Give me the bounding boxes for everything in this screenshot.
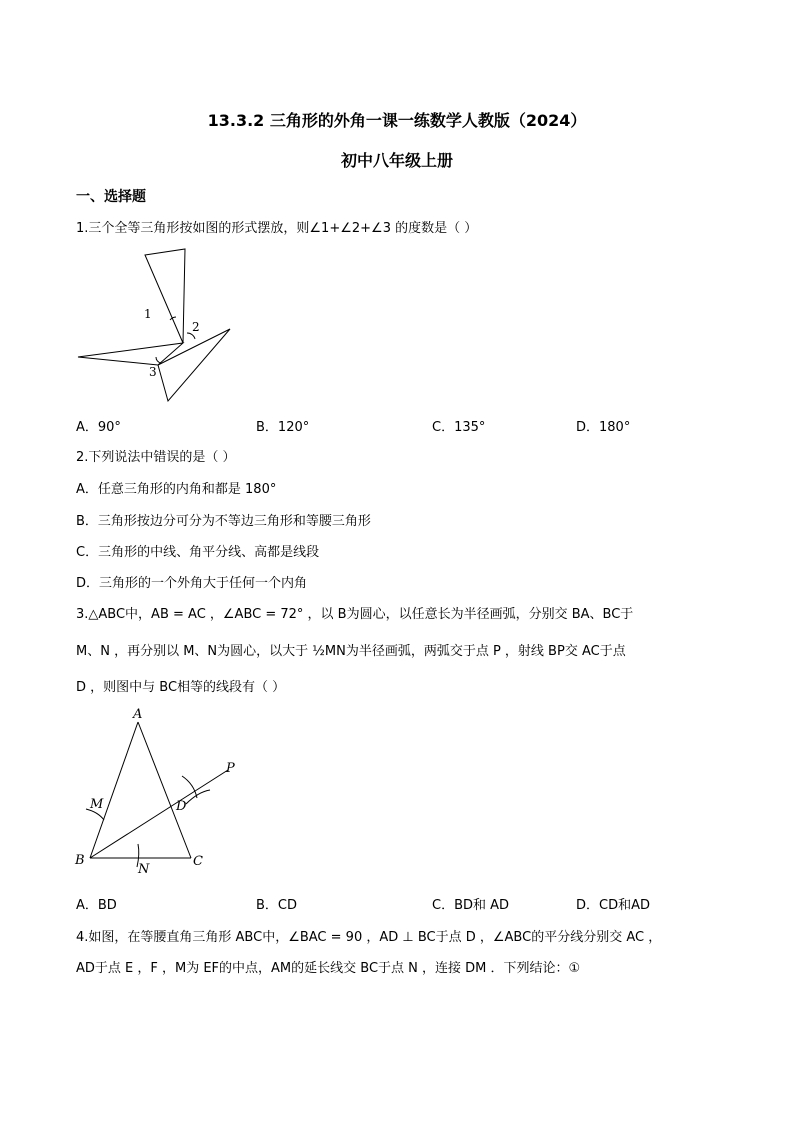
q2-option-b: B．三角形按边分可分为不等边三角形和等腰三角形 (76, 514, 371, 529)
q3-stem-line2: M、N ，再分别以 M、N为圆心，以大于 ½MN为半径画弧，两弧交于点 P ，射线 BP交 AC于点 (76, 644, 626, 659)
page-subtitle: 初中八年级上册 (340, 151, 453, 170)
q3-ray-bp (90, 770, 228, 858)
q2-option-c: C．三角形的中线、角平分线、高都是线段 (76, 545, 320, 560)
q1-option-d: D．180° (576, 420, 631, 435)
q1-triangle-top (145, 249, 185, 343)
q1-option-b: B．120° (256, 420, 310, 435)
q4-stem-line1: 4.如图，在等腰直角三角形 ABC中，∠BAC = 90 ，AD ⊥ BC于点 D ，∠ABC的平分线分别交 AC ， (76, 930, 662, 945)
q3-option-d: D．CD和AD (576, 898, 651, 913)
q3-option-b: B．CD (256, 898, 298, 913)
q3-segment-ac (138, 722, 191, 858)
q3-option-a: A．BD (76, 898, 117, 913)
q3-label-p: P (226, 761, 235, 776)
q1-option-a: A．90° (76, 420, 121, 435)
section-heading: 一、选择题 (76, 189, 146, 205)
q1-angle3-arc (156, 357, 161, 363)
q1-triangle-left (78, 343, 183, 365)
q1-figure (70, 245, 240, 405)
q3-stem-line3: D ，则图中与 BC相等的线段有（ ） (76, 680, 286, 695)
q1-triangle-right (158, 329, 230, 401)
q4-stem-line2: AD于点 E ，F ，M为 EF的中点，AM的延长线交 BC于点 N ，连接 DM ．下列结论：① (76, 961, 581, 976)
page-title: 13.3.2 三角形的外角一课一练数学人教版（2024） (207, 111, 587, 130)
q3-figure (70, 702, 250, 882)
q1-label-2: 2 (192, 320, 200, 334)
q1-label-3: 3 (149, 365, 157, 379)
q3-stem-line1: 3.△ABC中，AB = AC ，∠ABC = 72° ，以 B为圆心，以任意长为半径画弧，分别交 BA、BC于 (76, 607, 634, 622)
q3-label-m: M (90, 797, 104, 812)
q3-label-a: A (133, 707, 143, 722)
q1-label-1: 1 (144, 307, 152, 321)
q3-label-d: D (176, 799, 187, 814)
q3-label-c: C (193, 854, 203, 869)
q2-stem: 2.下列说法中错误的是（ ） (76, 450, 236, 465)
q1-option-c: C．135° (432, 420, 486, 435)
q3-label-n: N (138, 862, 150, 877)
q2-option-a: A．任意三角形的内角和都是 180° (76, 482, 277, 497)
q3-label-b: B (75, 853, 85, 868)
q2-option-d: D．三角形的一个外角大于任何一个内角 (76, 576, 308, 591)
q3-segment-ab (90, 722, 138, 858)
q3-arc-p2 (186, 790, 210, 804)
q1-stem: 1.三个全等三角形按如图的形式摆放，则∠1+∠2+∠3 的度数是（ ） (76, 221, 478, 236)
q3-option-c: C．BD和 AD (432, 898, 510, 913)
